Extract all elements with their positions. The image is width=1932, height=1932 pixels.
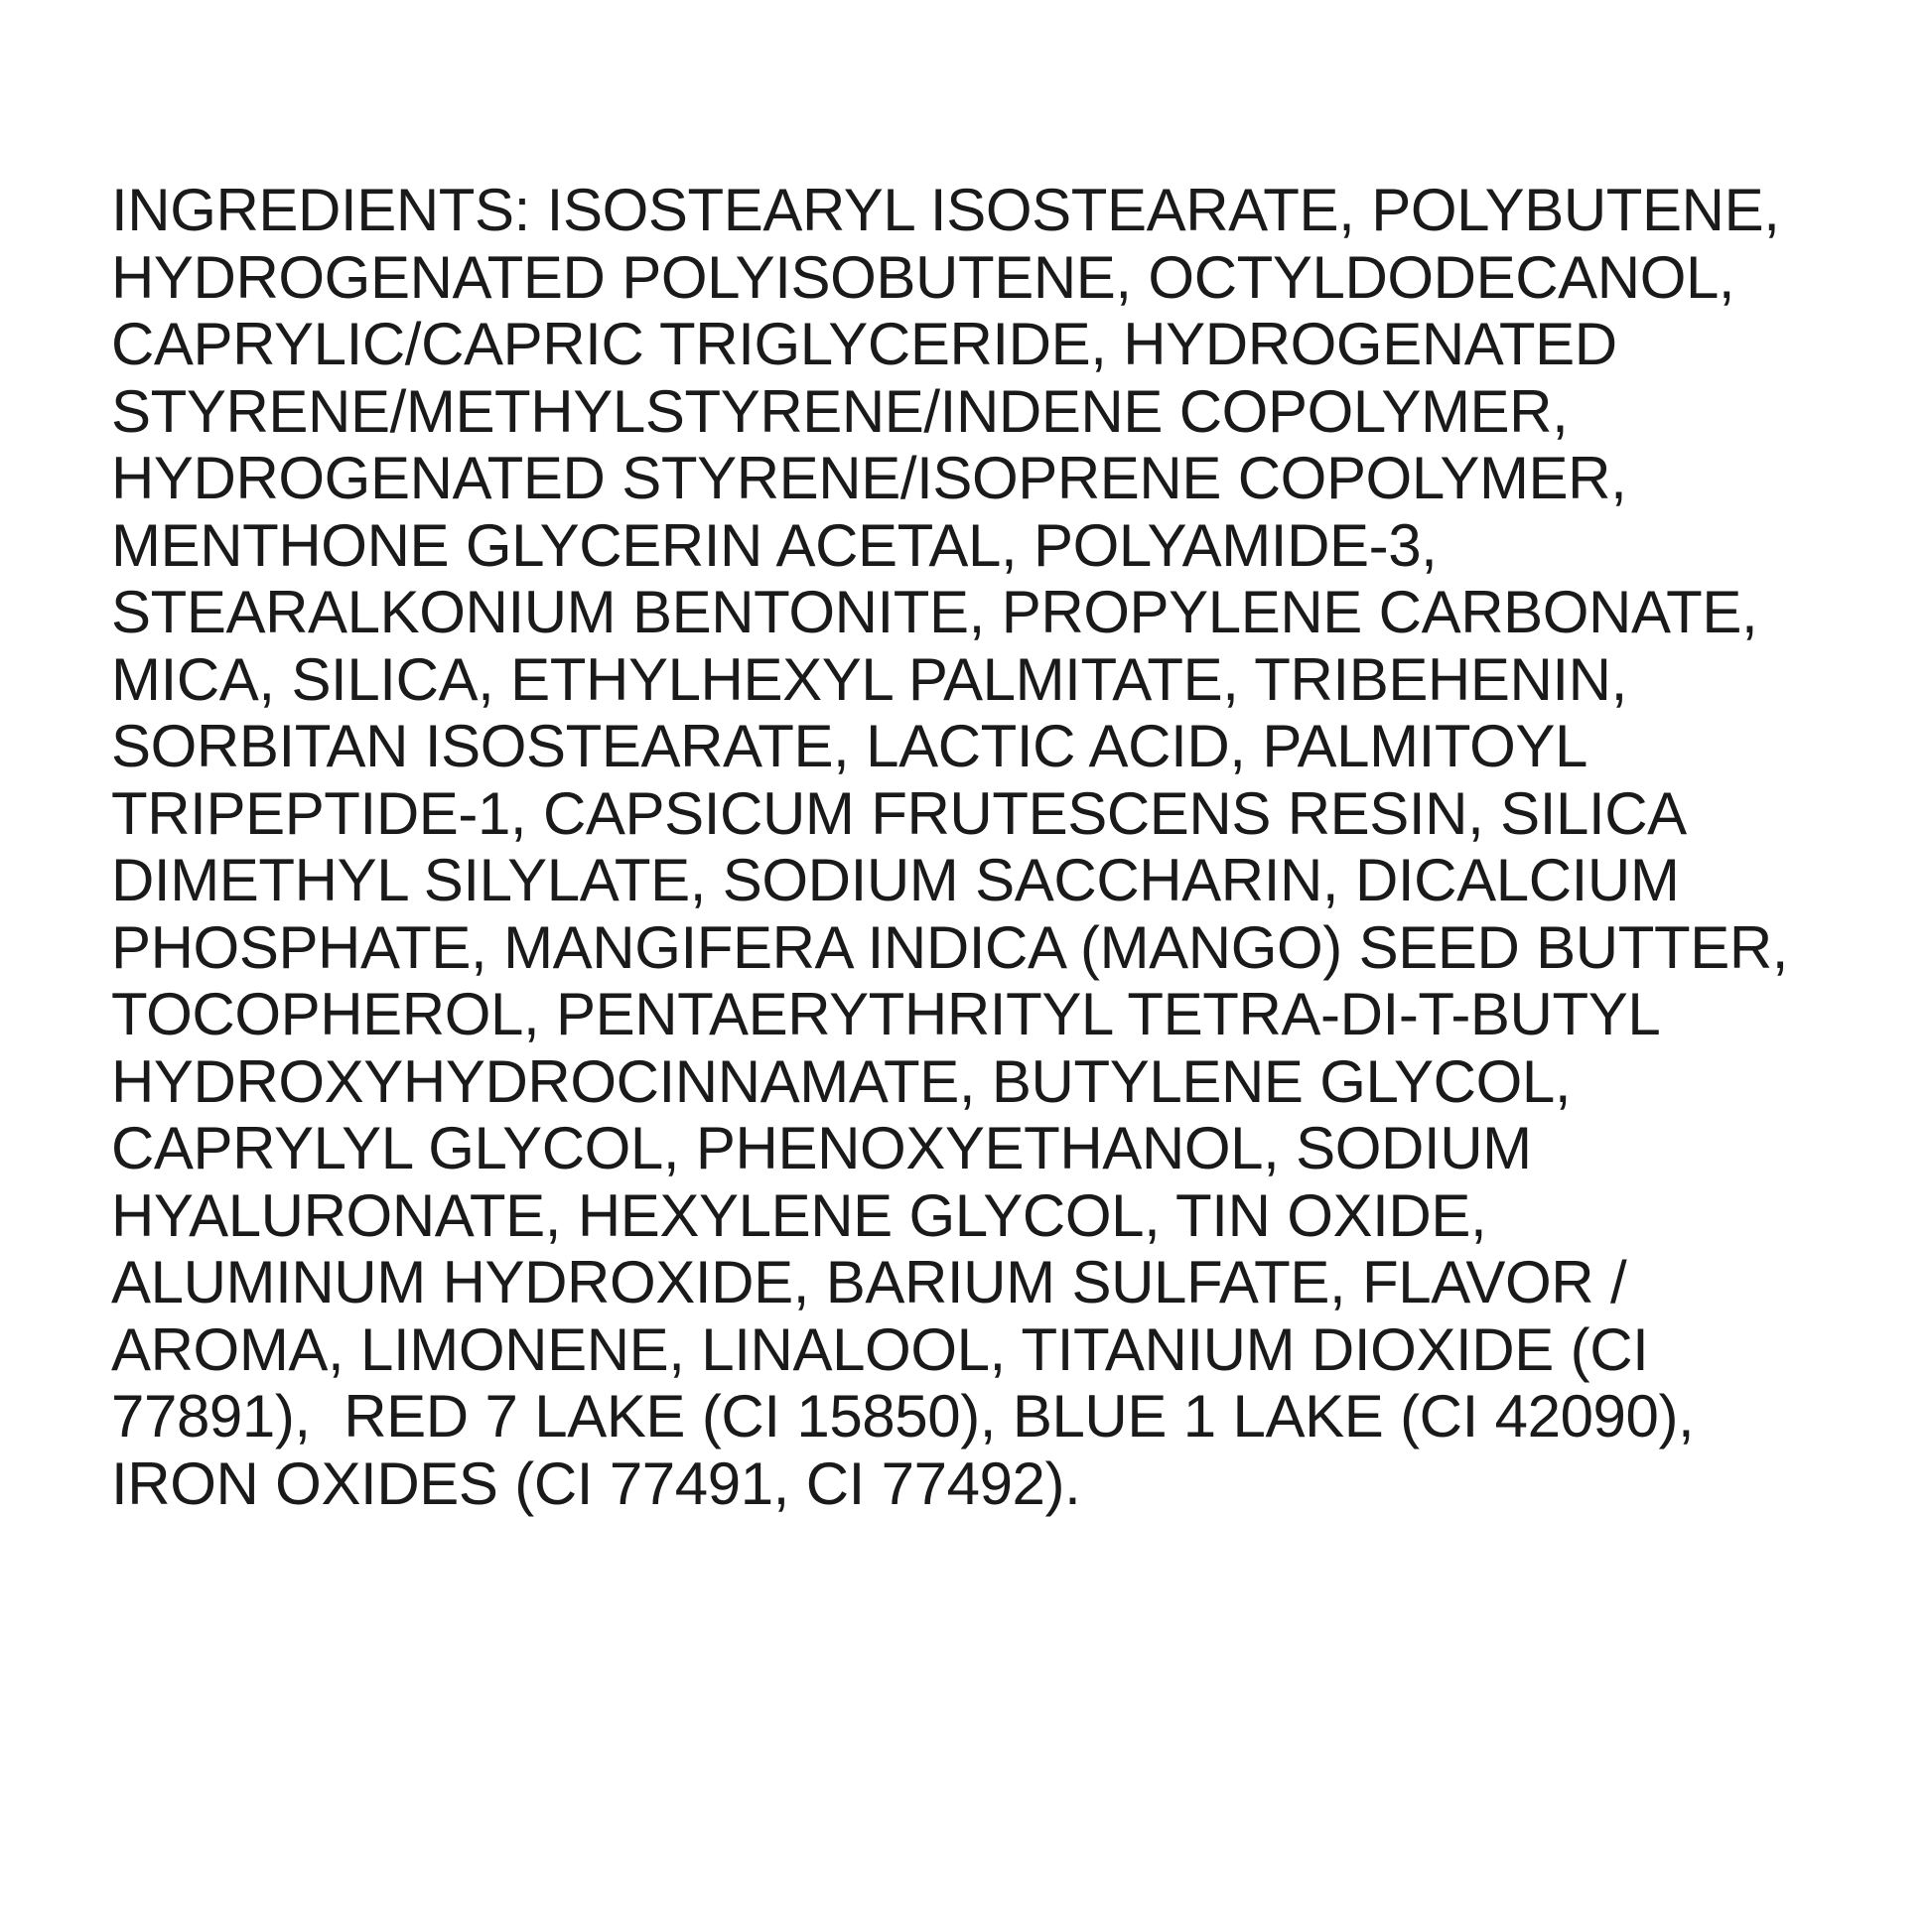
ingredients-text: INGREDIENTS: ISOSTEARYL ISOSTEARATE, POLYBUTENE, HYDROGENATED POLYISOBUTENE, OCTYLDODECANOL, CAPRYLIC/CAPRIC TRIGLYCERIDE, HYDROGENATED STYRENE/METHYLSTYRENE/INDENE COPOLYMER, HYDROGENATED STYRENE/ISOPRENE COPOLYMER, MENTHONE GLYCERIN ACETAL, POLYAMIDE-3, STEARALKONIUM BENTONITE, PROPYLENE CARBONATE, MICA, SILICA, ETHYLHEXYL PALMITATE, TRIBEHENIN, SORBITAN ISOSTEARATE, LACTIC ACID, PALMITOYL TRIPEPTIDE-1, CAPSICUM FRUTESCENS RESIN, SILICA DIMETHYL SILYLATE, SODIUM SACCHARIN, DICALCIUM PHOSPHATE, MANGIFERA INDICA (MANGO) SEED BUTTER, TOCOPHEROL, PENTAERYTHRITYL TETRA-DI-T-BUTYL HYDROXYHYDROCINNAMATE, BUTYLENE GLYCOL, CAPRYLYL GLYCOL, PHENOXYETHANOL, SODIUM HYALURONATE, HEXYLENE GLYCOL, TIN OXIDE, ALUMINUM HYDROXIDE, BARIUM SULFATE, FLAVOR / AROMA, LIMONENE, LINALOOL, TITANIUM DIOXIDE (CI 77891), RED 7 LAKE (CI 15850), BLUE 1 LAKE (CI 42090), IRON OXIDES (CI 77491, CI 77492). — [111, 177, 1804, 1517]
